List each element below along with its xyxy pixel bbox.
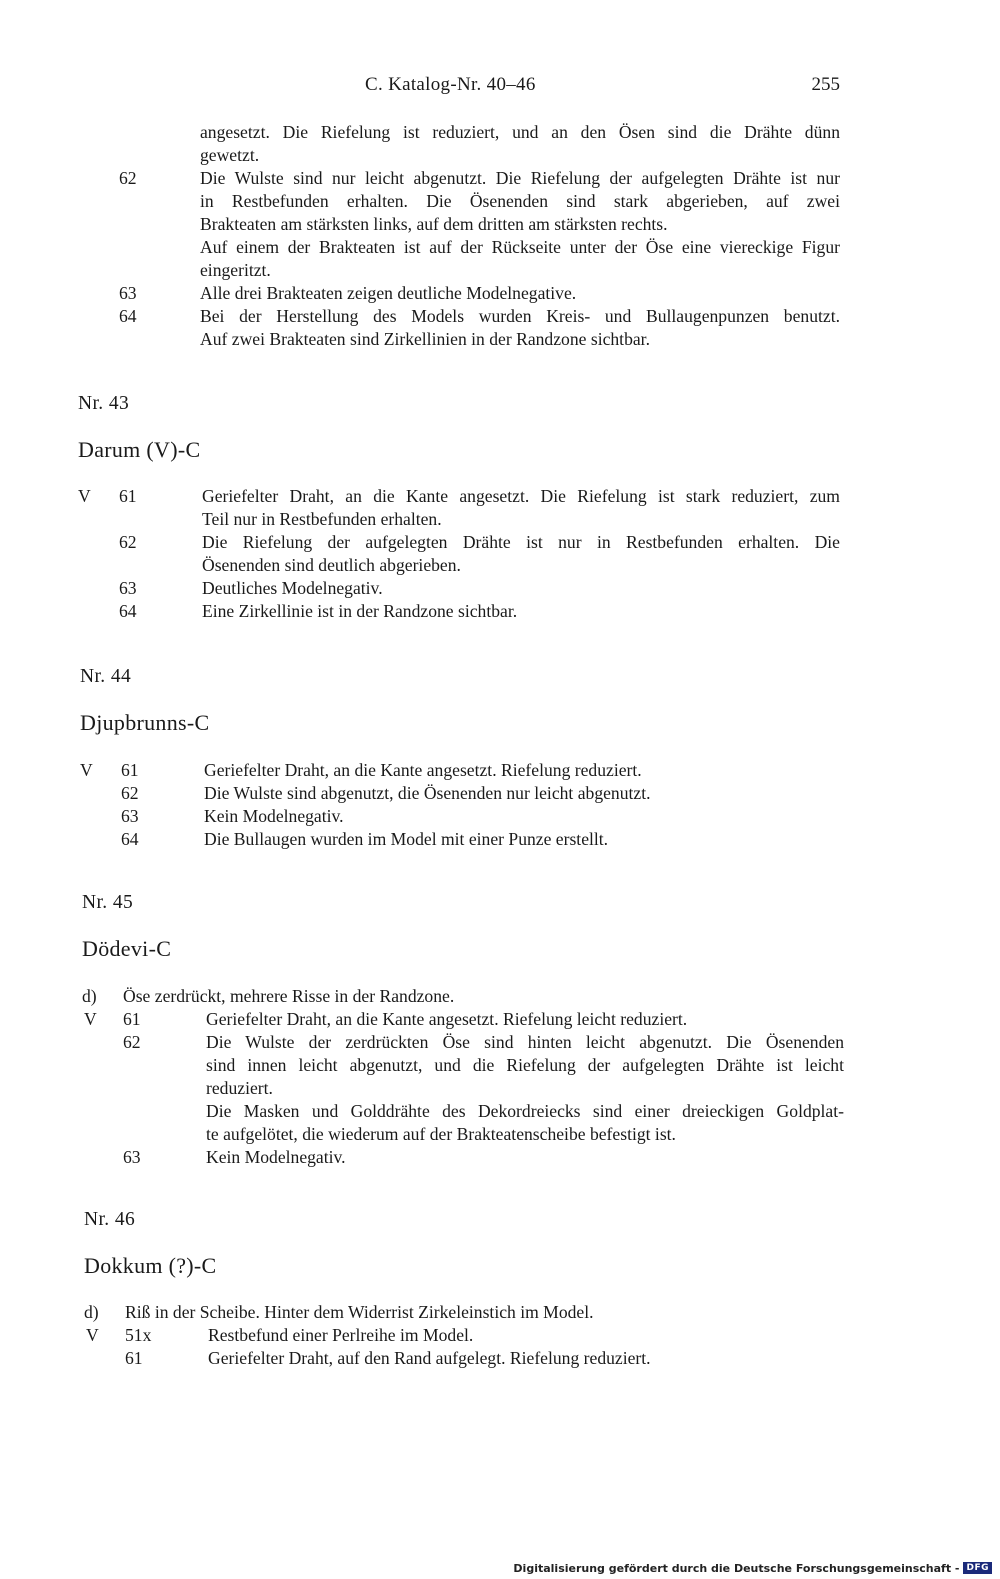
- text-line: eingeritzt.: [200, 260, 271, 280]
- site-title: Djupbrunns-C: [80, 710, 210, 735]
- entry-text: [202, 485, 840, 531]
- catalog-number-heading: Nr. 44: [80, 666, 132, 687]
- nr44-entries: [80, 759, 842, 851]
- text-line: Brakteaten am stärksten links, auf dem dritten am stärksten rechts.: [200, 214, 668, 234]
- entry-number: 62: [121, 783, 139, 803]
- entry-62: [78, 531, 840, 577]
- entry-63: [80, 805, 842, 828]
- text-line: Eine Zirkellinie ist in der Randzone sichtbar.: [202, 601, 518, 621]
- catalog-number-heading: Nr. 46: [84, 1209, 136, 1230]
- text-line: Deutliches Modelnegativ.: [202, 578, 383, 598]
- site-title: Dokkum (?)-C: [84, 1253, 217, 1278]
- text-line: Alle drei Brakteaten zeigen deutliche Modelnegative.: [200, 283, 577, 303]
- entry-text: [200, 305, 840, 351]
- text-line: Auf einem der Brakteaten ist auf der Rückseite unter der Öse eine viereckige Figur: [200, 237, 840, 257]
- entry-text: [202, 531, 840, 577]
- text-line: Öse zerdrückt, mehrere Risse in der Randzone.: [123, 986, 455, 1006]
- section-marker: V: [86, 1325, 99, 1345]
- entry-text: [206, 1146, 844, 1169]
- entry-text: [204, 759, 842, 782]
- entry-text: [204, 782, 842, 805]
- text-line: Die Wulste sind nur leicht abgenutzt. Die Riefelung der aufgelegten Drähte ist nur: [200, 168, 840, 188]
- text-line: in Restbefunden erhalten. Die Ösenenden sind stark abgerieben, auf zwei: [200, 191, 840, 211]
- text-line: Restbefund einer Perlreihe im Model.: [208, 1325, 474, 1345]
- entry-number: 63: [121, 806, 139, 826]
- entry-text: [208, 1347, 846, 1370]
- entry-text: [206, 1008, 844, 1031]
- text-line: Geriefelter Draht, an die Kante angesetzt. Riefelung reduziert.: [204, 760, 642, 780]
- entry-number: 61: [121, 760, 139, 780]
- text-line: Die Wulste der zerdrückten Öse sind hinten leicht abgenutzt. Die Ösenenden: [206, 1032, 844, 1052]
- entry-text: [202, 600, 840, 623]
- section-marker: V: [78, 486, 91, 506]
- text-line: sind innen leicht abgenutzt, und die Riefelung der aufgelegten Drähte ist leicht: [206, 1055, 844, 1075]
- entry-61: [84, 1347, 846, 1370]
- text-line: Die Riefelung der aufgelegten Drähte ist nur in Restbefunden erhalten. Die: [202, 532, 840, 552]
- text-line: Geriefelter Draht, auf den Rand aufgelegt. Riefelung reduziert.: [208, 1348, 651, 1368]
- text-line: gewetzt.: [200, 145, 260, 165]
- entry-63: [78, 282, 840, 305]
- digitization-footer: [513, 1560, 992, 1576]
- text-line: Kein Modelnegativ.: [206, 1147, 346, 1167]
- entry-text: [204, 805, 842, 828]
- entry-number: 51x: [125, 1325, 152, 1345]
- entry-62: [78, 167, 840, 282]
- entry-number: 62: [119, 532, 137, 552]
- entry-64: [78, 600, 840, 623]
- entry-number: 64: [119, 601, 137, 621]
- entry-number: 63: [119, 578, 137, 598]
- entry-text: [208, 1324, 846, 1347]
- entry-number: 64: [119, 306, 137, 326]
- page-number: 255: [811, 74, 840, 95]
- text-line: Geriefelter Draht, an die Kante angesetzt. Riefelung leicht reduziert.: [206, 1009, 688, 1029]
- section-marker: V: [80, 760, 93, 780]
- text-line: Die Wulste sind abgenutzt, die Ösenenden nur leicht abgenutzt.: [204, 783, 651, 803]
- text-line: reduziert.: [206, 1078, 273, 1098]
- entry-damage: [84, 1301, 846, 1324]
- text-line: angesetzt. Die Riefelung ist reduziert, und an den Ösen sind die Drähte dünn: [200, 122, 840, 142]
- entry-number: 61: [123, 1009, 141, 1029]
- catalog-number-heading: Nr. 45: [82, 892, 134, 913]
- entry-64: [80, 828, 842, 851]
- text-line: Die Masken und Golddrähte des Dekordreiecks sind einer dreieckigen Goldplat-: [206, 1101, 844, 1121]
- running-header: [80, 74, 840, 102]
- entry-number: 61: [119, 486, 137, 506]
- entry-text: [206, 1031, 844, 1146]
- entry-text: [123, 985, 844, 1008]
- entry-number: 63: [119, 283, 137, 303]
- entry-text: [125, 1301, 846, 1324]
- nr45-entries: [82, 985, 844, 1169]
- entry-text: [200, 121, 840, 167]
- entry-64: [78, 305, 840, 351]
- entry-number: 64: [121, 829, 139, 849]
- entry-number: 63: [123, 1147, 141, 1167]
- entry-61: [82, 1008, 844, 1031]
- entry-63: [82, 1146, 844, 1169]
- text-line: Ösenenden sind deutlich abgerieben.: [202, 555, 461, 575]
- intro-block: [78, 121, 840, 351]
- damage-marker: d): [82, 986, 97, 1006]
- catalog-number-heading: Nr. 43: [78, 393, 130, 414]
- entry-damage: [82, 985, 844, 1008]
- entry-number: 62: [119, 168, 137, 188]
- text-line: te aufgelötet, die wiederum auf der Brakteatenscheibe befestigt ist.: [206, 1124, 676, 1144]
- entry-text: [200, 167, 840, 282]
- entry-62: [80, 782, 842, 805]
- section-marker: V: [84, 1009, 97, 1029]
- nr43-entries: [78, 485, 840, 623]
- entry-text: [200, 282, 840, 305]
- text-line: Teil nur in Restbefunden erhalten.: [202, 509, 442, 529]
- damage-marker: d): [84, 1302, 99, 1322]
- entry-51x: [84, 1324, 846, 1347]
- text-line: Auf zwei Brakteaten sind Zirkellinien in der Randzone sichtbar.: [200, 329, 650, 349]
- text-line: Riß in der Scheibe. Hinter dem Widerrist Zirkeleinstich im Model.: [125, 1302, 594, 1322]
- entry-61: [78, 485, 840, 531]
- entry-text: [202, 577, 840, 600]
- entry-61: [80, 759, 842, 782]
- dfg-logo: DFG: [963, 1562, 992, 1574]
- text-line: Kein Modelnegativ.: [204, 806, 344, 826]
- entry-62: [82, 1031, 844, 1146]
- entry-number: 61: [125, 1348, 143, 1368]
- site-title: Dödevi-C: [82, 936, 172, 961]
- footer-text: Digitalisierung gefördert durch die Deutsche Forschungsgemeinschaft -: [513, 1561, 960, 1575]
- nr46-entries: [84, 1301, 846, 1370]
- entry-continuation: [78, 121, 840, 167]
- entry-63: [78, 577, 840, 600]
- text-line: Bei der Herstellung des Models wurden Kreis- und Bullaugenpunzen benutzt.: [200, 306, 840, 326]
- text-line: Geriefelter Draht, an die Kante angesetzt. Die Riefelung ist stark reduziert, zum: [202, 486, 840, 506]
- text-line: Die Bullaugen wurden im Model mit einer Punze erstellt.: [204, 829, 609, 849]
- site-title: Darum (V)-C: [78, 437, 201, 462]
- entry-text: [204, 828, 842, 851]
- entry-number: 62: [123, 1032, 141, 1052]
- running-title: C. Katalog-Nr. 40–46: [365, 74, 536, 95]
